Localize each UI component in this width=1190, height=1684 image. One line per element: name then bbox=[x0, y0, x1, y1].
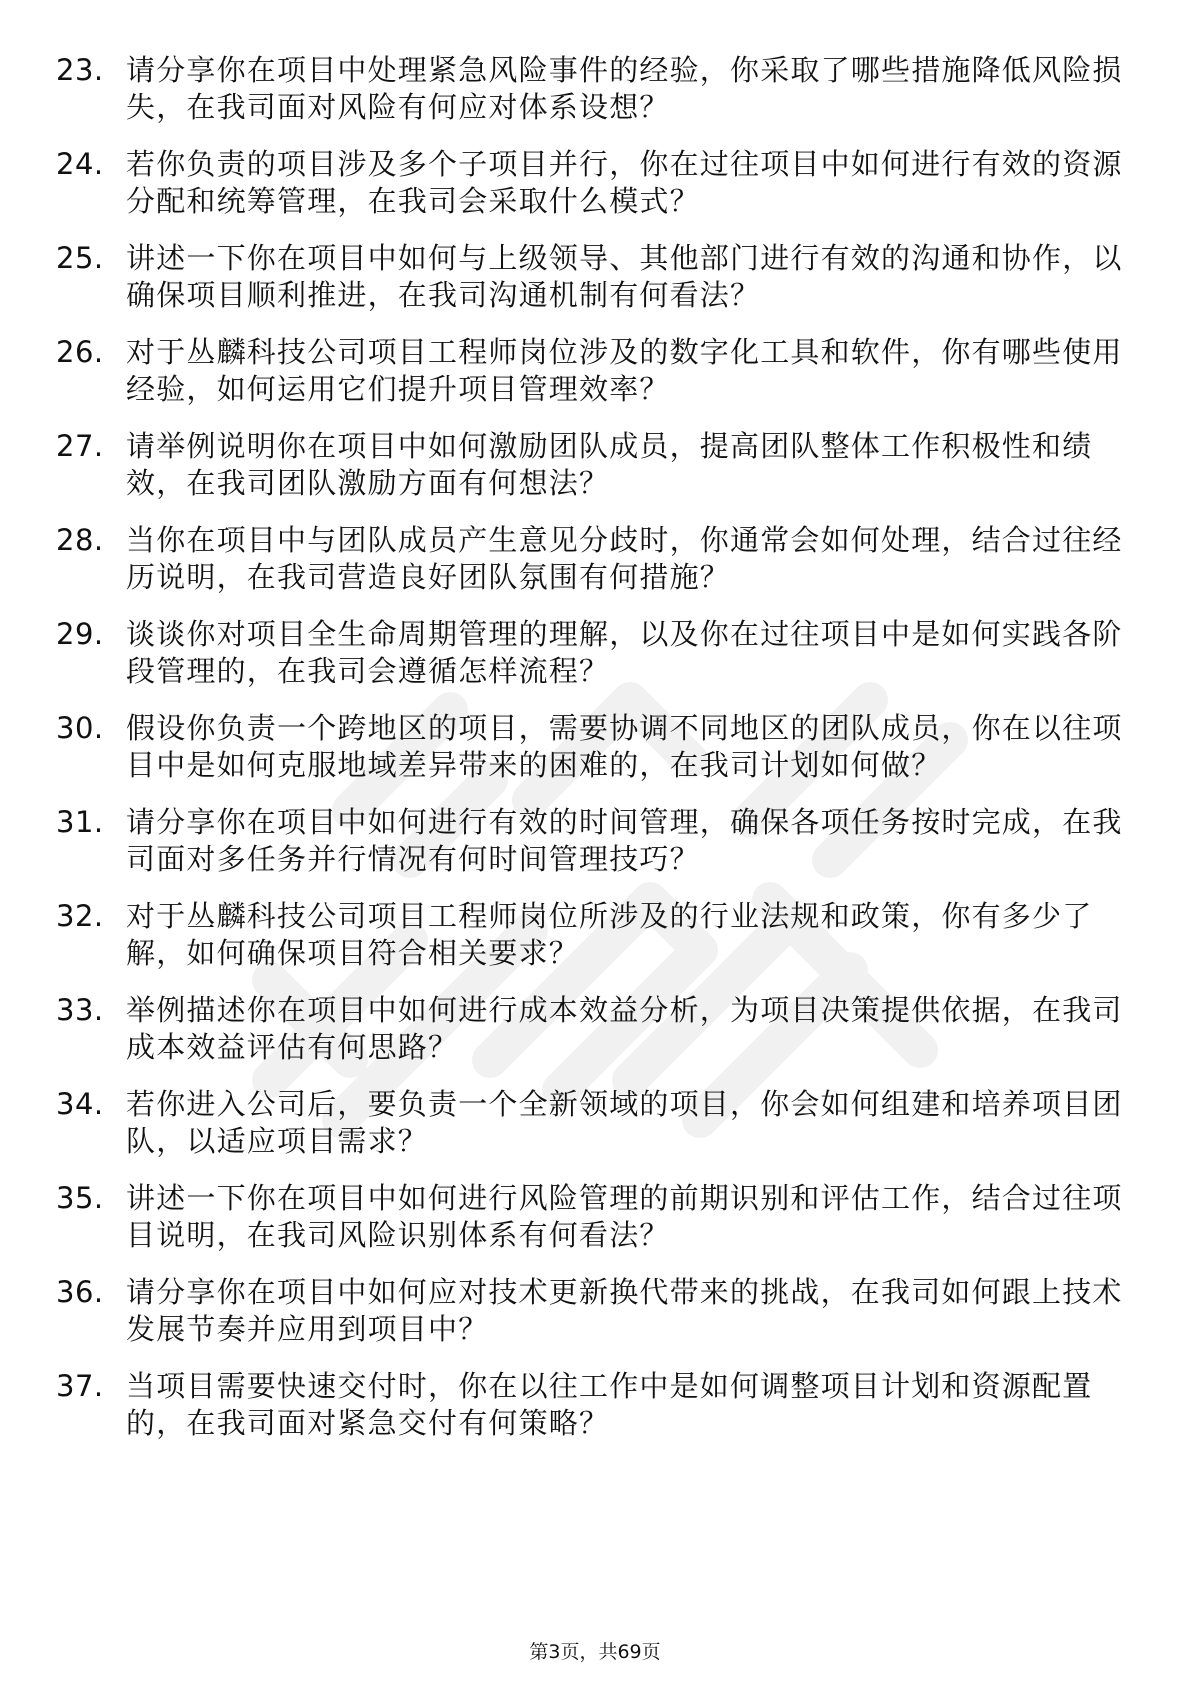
question-text: 请分享你在项目中如何应对技术更新换代带来的挑战，在我司如何跟上技术发展节奏并应用到项目中？ bbox=[126, 1275, 1123, 1346]
question-number: 28. bbox=[56, 523, 104, 557]
question-number: 24. bbox=[56, 147, 104, 181]
question-text: 讲述一下你在项目中如何与上级领导、其他部门进行有效的沟通和协作，以确保项目顺利推进，在我司沟通机制有何看法？ bbox=[126, 241, 1123, 312]
question-number: 27. bbox=[56, 429, 104, 463]
question-item bbox=[56, 428, 1126, 502]
question-item bbox=[56, 804, 1126, 878]
question-text: 请分享你在项目中如何进行有效的时间管理，确保各项任务按时完成，在我司面对多任务并行情况有何时间管理技巧？ bbox=[126, 805, 1123, 876]
question-list bbox=[56, 52, 1126, 1462]
question-text: 当项目需要快速交付时，你在以往工作中是如何调整项目计划和资源配置的，在我司面对紧急交付有何策略？ bbox=[126, 1369, 1093, 1440]
question-number: 25. bbox=[56, 241, 104, 275]
question-text: 若你进入公司后，要负责一个全新领域的项目，你会如何组建和培养项目团队，以适应项目需求？ bbox=[126, 1087, 1123, 1158]
question-text: 举例描述你在项目中如何进行成本效益分析，为项目决策提供依据，在我司成本效益评估有何思路？ bbox=[126, 993, 1123, 1064]
question-number: 23. bbox=[56, 53, 104, 87]
question-number: 36. bbox=[56, 1275, 104, 1309]
question-text: 讲述一下你在项目中如何进行风险管理的前期识别和评估工作，结合过往项目说明，在我司风险识别体系有何看法？ bbox=[126, 1181, 1123, 1252]
question-item bbox=[56, 1274, 1126, 1348]
question-number: 34. bbox=[56, 1087, 104, 1121]
question-item bbox=[56, 616, 1126, 690]
question-item bbox=[56, 992, 1126, 1066]
question-text: 对于丛麟科技公司项目工程师岗位涉及的数字化工具和软件，你有哪些使用经验，如何运用它们提升项目管理效率？ bbox=[126, 335, 1123, 406]
question-number: 35. bbox=[56, 1181, 104, 1215]
page-footer: 第3页，共69页 bbox=[529, 1641, 661, 1663]
question-item bbox=[56, 52, 1126, 126]
question-text: 请举例说明你在项目中如何激励团队成员，提高团队整体工作积极性和绩效，在我司团队激励方面有何想法？ bbox=[126, 429, 1093, 500]
question-text: 当你在项目中与团队成员产生意见分歧时，你通常会如何处理，结合过往经历说明，在我司营造良好团队氛围有何措施？ bbox=[126, 523, 1123, 594]
question-item bbox=[56, 522, 1126, 596]
question-item bbox=[56, 334, 1126, 408]
question-number: 29. bbox=[56, 617, 104, 651]
question-number: 26. bbox=[56, 335, 104, 369]
question-number: 30. bbox=[56, 711, 104, 745]
question-text: 谈谈你对项目全生命周期管理的理解，以及你在过往项目中是如何实践各阶段管理的，在我司会遵循怎样流程？ bbox=[126, 617, 1123, 688]
question-text: 若你负责的项目涉及多个子项目并行，你在过往项目中如何进行有效的资源分配和统筹管理，在我司会采取什么模式？ bbox=[126, 147, 1123, 218]
question-text: 请分享你在项目中处理紧急风险事件的经验，你采取了哪些措施降低风险损失，在我司面对风险有何应对体系设想？ bbox=[126, 53, 1123, 124]
question-item bbox=[56, 146, 1126, 220]
question-number: 31. bbox=[56, 805, 104, 839]
question-number: 37. bbox=[56, 1369, 104, 1403]
question-text: 假设你负责一个跨地区的项目，需要协调不同地区的团队成员，你在以往项目中是如何克服地域差异带来的困难的，在我司计划如何做？ bbox=[126, 711, 1123, 782]
question-number: 32. bbox=[56, 899, 104, 933]
question-item bbox=[56, 710, 1126, 784]
question-item bbox=[56, 898, 1126, 972]
question-item bbox=[56, 1368, 1126, 1442]
question-text: 对于丛麟科技公司项目工程师岗位所涉及的行业法规和政策，你有多少了解，如何确保项目符合相关要求？ bbox=[126, 899, 1093, 970]
question-item bbox=[56, 240, 1126, 314]
question-item bbox=[56, 1180, 1126, 1254]
question-item bbox=[56, 1086, 1126, 1160]
question-number: 33. bbox=[56, 993, 104, 1027]
